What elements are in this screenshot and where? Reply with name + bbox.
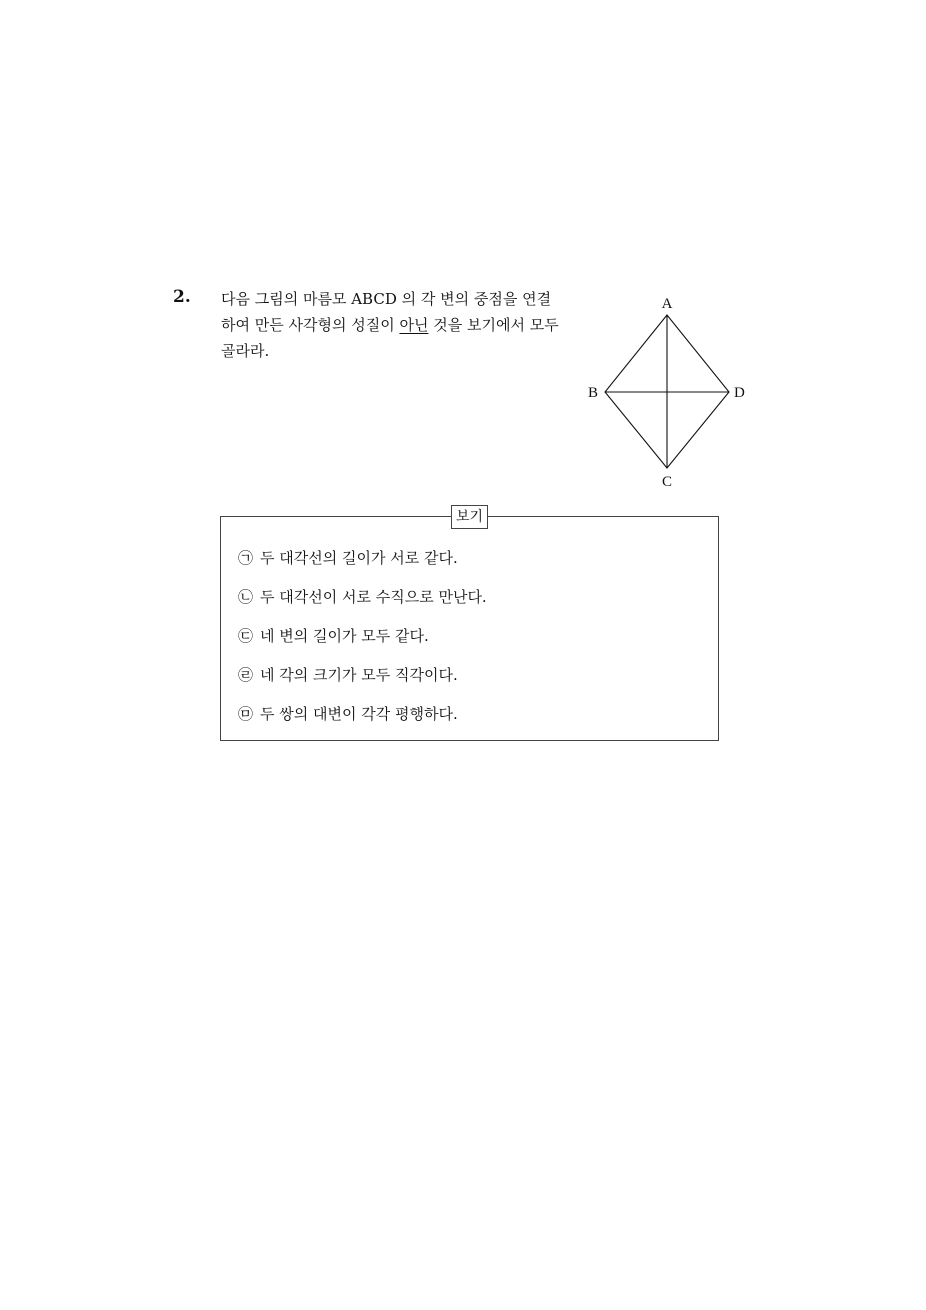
option-text: 네 변의 길이가 모두 같다.: [260, 627, 429, 645]
option-item: [238, 624, 487, 663]
option-text: 두 대각선이 서로 수직으로 만난다.: [260, 588, 487, 606]
option-text: 두 대각선의 길이가 서로 같다.: [260, 549, 458, 567]
rhombus-diagram: [580, 290, 755, 490]
option-marker: ㉣: [238, 666, 254, 684]
option-marker: ㉢: [238, 627, 254, 645]
underlined-word: 아닌: [399, 316, 429, 334]
option-item: [238, 663, 487, 702]
question-line-2: [221, 312, 566, 338]
question-line-2-start: 하여 만든 사각형의 성질이: [221, 316, 400, 334]
question-number: 2.: [173, 287, 191, 307]
bogi-title: 보기: [451, 505, 488, 529]
rhombus-figure: [580, 290, 755, 490]
bogi-options: [238, 546, 487, 741]
question-line-1: 다음 그림의 마름모 ABCD 의 각 변의 중점을 연결: [221, 290, 552, 308]
question-text: [221, 286, 566, 364]
vertex-label-d: D: [734, 385, 745, 401]
question-line-2-end: 것을 보기에서 모두: [428, 316, 559, 334]
option-marker: ㉤: [238, 705, 254, 723]
vertex-label-a: A: [661, 296, 673, 312]
option-text: 네 각의 크기가 모두 직각이다.: [260, 666, 458, 684]
question-line-3: 골라라.: [221, 342, 270, 360]
option-marker: ㉠: [238, 549, 254, 567]
option-item: [238, 702, 487, 741]
option-text: 두 쌍의 대변이 각각 평행하다.: [260, 705, 458, 723]
option-item: [238, 546, 487, 585]
vertex-label-b: B: [587, 385, 598, 401]
option-item: [238, 585, 487, 624]
option-marker: ㉡: [238, 588, 254, 606]
vertex-label-c: C: [661, 474, 673, 490]
